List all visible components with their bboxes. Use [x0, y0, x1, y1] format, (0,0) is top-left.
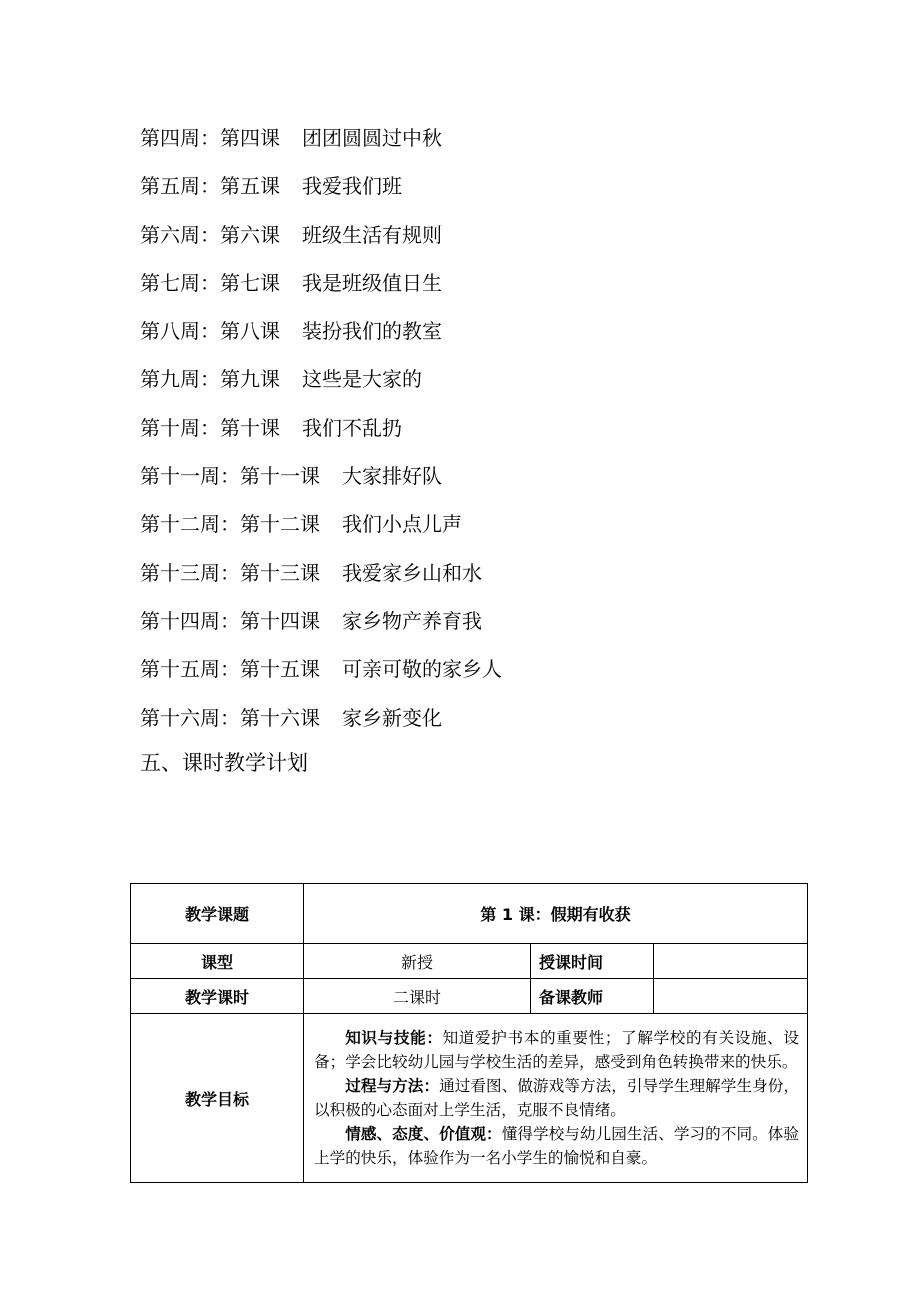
schedule-row	[140, 601, 502, 649]
week-label: 第十四周：第十四课	[140, 608, 320, 633]
lesson-title: 我爱我们班	[302, 174, 402, 199]
schedule-row	[140, 263, 502, 311]
week-label: 第六周：第六课	[140, 222, 280, 247]
lesson-title: 这些是大家的	[302, 367, 422, 392]
lesson-title: 我们不乱扔	[302, 415, 402, 440]
goal-text: 知道爱护书本的重要性；了解学校的有关设施、设备；学会比较幼儿园与学校生活的差异，感受到角色转换带来的快乐。	[314, 1029, 799, 1071]
goal-paragraph	[314, 1074, 799, 1122]
week-label: 第十三周：第十三课	[140, 560, 320, 585]
goal-text: 通过看图、做游戏等方法，引导学生理解学生身份，以积极的心态面对上学生活，克服不良情绪。	[314, 1077, 799, 1119]
schedule-row	[140, 166, 502, 214]
weekly-schedule	[140, 118, 502, 746]
table-row	[131, 979, 808, 1014]
schedule-row	[140, 698, 502, 746]
lesson-title: 班级生活有规则	[302, 222, 442, 247]
schedule-row	[140, 553, 502, 601]
schedule-row	[140, 456, 502, 504]
hours-value: 二课时	[304, 979, 531, 1014]
table-row	[131, 944, 808, 979]
lesson-plan-table	[130, 883, 808, 1183]
week-label: 第十周：第十课	[140, 415, 280, 440]
lesson-title: 我是班级值日生	[302, 270, 442, 295]
schedule-row	[140, 215, 502, 263]
table-row	[131, 884, 808, 944]
lesson-title: 团团圆圆过中秋	[302, 126, 442, 150]
lesson-title: 我们小点儿声	[342, 512, 462, 537]
week-label: 第十六周：第十六课	[140, 705, 320, 730]
lesson-title: 装扮我们的教室	[302, 319, 442, 344]
schedule-row	[140, 504, 502, 552]
week-label: 第九周：第九课	[140, 367, 280, 392]
time-label: 授课时间	[531, 944, 654, 979]
goals-content	[304, 1014, 808, 1183]
schedule-row	[140, 359, 502, 407]
goal-label: 知识与技能：	[345, 1029, 443, 1047]
teacher-value	[654, 979, 808, 1014]
schedule-row	[140, 118, 502, 166]
type-value: 新授	[304, 944, 531, 979]
lesson-title: 家乡新变化	[342, 705, 442, 730]
lesson-title: 我爱家乡山和水	[342, 560, 482, 585]
week-label: 第七周：第七课	[140, 270, 280, 295]
topic-value: 第 1 课：假期有收获	[304, 884, 808, 944]
week-label: 第八周：第八课	[140, 319, 280, 344]
goal-paragraph	[314, 1026, 799, 1074]
goal-paragraph	[314, 1122, 799, 1170]
schedule-row	[140, 408, 502, 456]
teacher-label: 备课教师	[531, 979, 654, 1014]
schedule-row	[140, 649, 502, 697]
schedule-row	[140, 311, 502, 359]
time-value	[654, 944, 808, 979]
section-title: 五、课时教学计划	[140, 751, 308, 775]
goal-label: 情感、态度、价值观：	[345, 1125, 502, 1143]
week-label: 第四周：第四课	[140, 126, 280, 150]
week-label: 第十二周：第十二课	[140, 512, 320, 537]
lesson-title: 可亲可敬的家乡人	[342, 657, 502, 682]
table-row	[131, 1014, 808, 1183]
goal-label: 过程与方法：	[345, 1077, 440, 1095]
topic-label: 教学课题	[131, 884, 304, 944]
goals-label: 教学目标	[131, 1014, 304, 1183]
lesson-title: 家乡物产养育我	[342, 608, 482, 633]
type-label: 课型	[131, 944, 304, 979]
week-label: 第十一周：第十一课	[140, 464, 320, 489]
week-label: 第五周：第五课	[140, 174, 280, 199]
hours-label: 教学课时	[131, 979, 304, 1014]
lesson-title: 大家排好队	[342, 464, 442, 489]
week-label: 第十五周：第十五课	[140, 657, 320, 682]
goal-text: 懂得学校与幼儿园生活、学习的不同。体验上学的快乐，体验作为一名小学生的愉悦和自豪。	[314, 1125, 799, 1167]
